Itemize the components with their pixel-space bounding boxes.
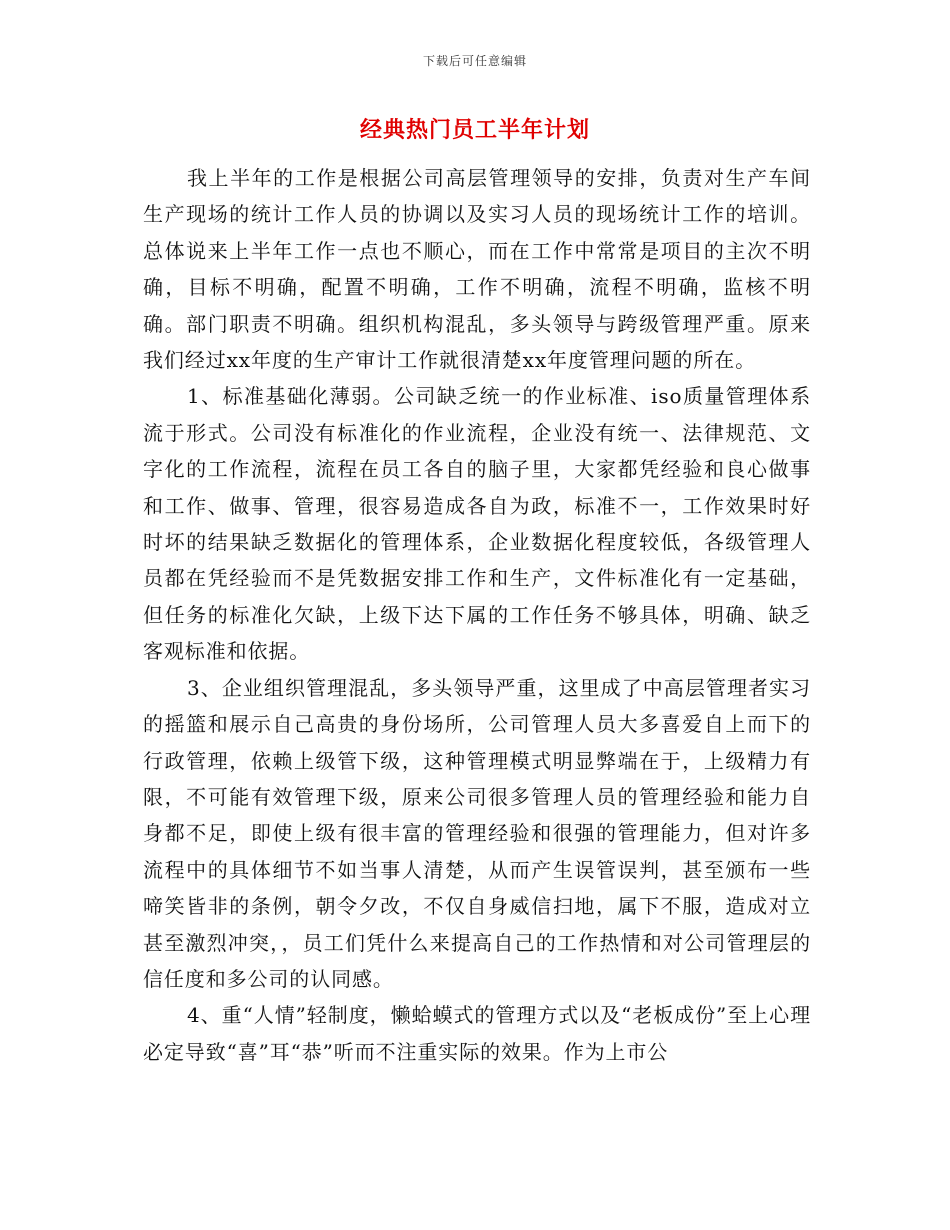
paragraph-intro: 我上半年的工作是根据公司高层管理领导的安排，负责对生产车间生产现场的统计工作人员的协调以及实习人员的现场统计工作的培训。总体说来上半年工作一点也不顺心，而在工作中常常是项目的主次不明确，目标不明确，配置不明确，工作不明确，流程不明确，监核不明确。部门职责不明确。组织机构混乱，多头领导与跨级管理严重。原来我们经过xx年度的生产审计工作就很清楚xx年度管理问题的所在。	[143, 166, 811, 373]
paragraph-item-3: 3、企业组织管理混乱，多头领导严重，这里成了中高层管理者实习的摇篮和展示自己高贵的身份场所，公司管理人员大多喜爱自上而下的行政管理，依赖上级管下级，这种管理模式明显弊端在于，上级精力有限，不可能有效管理下级，原来公司很多管理人员的管理经验和能力自身都不足，即使上级有很丰富的管理经验和很强的管理能力，但对许多流程中的具体细节不如当事人清楚，从而产生误管误判，甚至颁布一些啼笑皆非的条例，朝令夕改，不仅自身威信扫地，属下不服，造成对立甚至激烈冲突，，员工们凭什么来提高自己的工作热情和对公司管理层的信任度和多公司的认同感。	[143, 675, 811, 991]
document-title: 经典热门员工半年计划	[359, 118, 590, 143]
header-note: 下载后可任意编辑	[422, 54, 527, 68]
document-body	[143, 160, 811, 1070]
paragraph-item-1: 1、标准基础化薄弱。公司缺乏统一的作业标准、iso质量管理体系流于形式。公司没有标准化的作业流程，企业没有统一、法律规范、文字化的工作流程，流程在员工各自的脑子里，大家都凭经验和良心做事和工作、做事、管理，很容易造成各自为政，标准不一，工作效果时好时坏的结果缺乏数据化的管理体系，企业数据化程度较低，各级管理人员都在凭经验而不是凭数据安排工作和生产，文件标准化有一定基础，但任务的标准化欠缺，上级下达下属的工作任务不够具体，明确、缺乏客观标准和依据。	[143, 384, 811, 664]
paragraph-item-4: 4、重“人情”轻制度，懒蛤蟆式的管理方式以及“老板成份”至上心理必定导致“喜”耳“恭”听而不注重实际的效果。作为上市公	[143, 1003, 811, 1064]
